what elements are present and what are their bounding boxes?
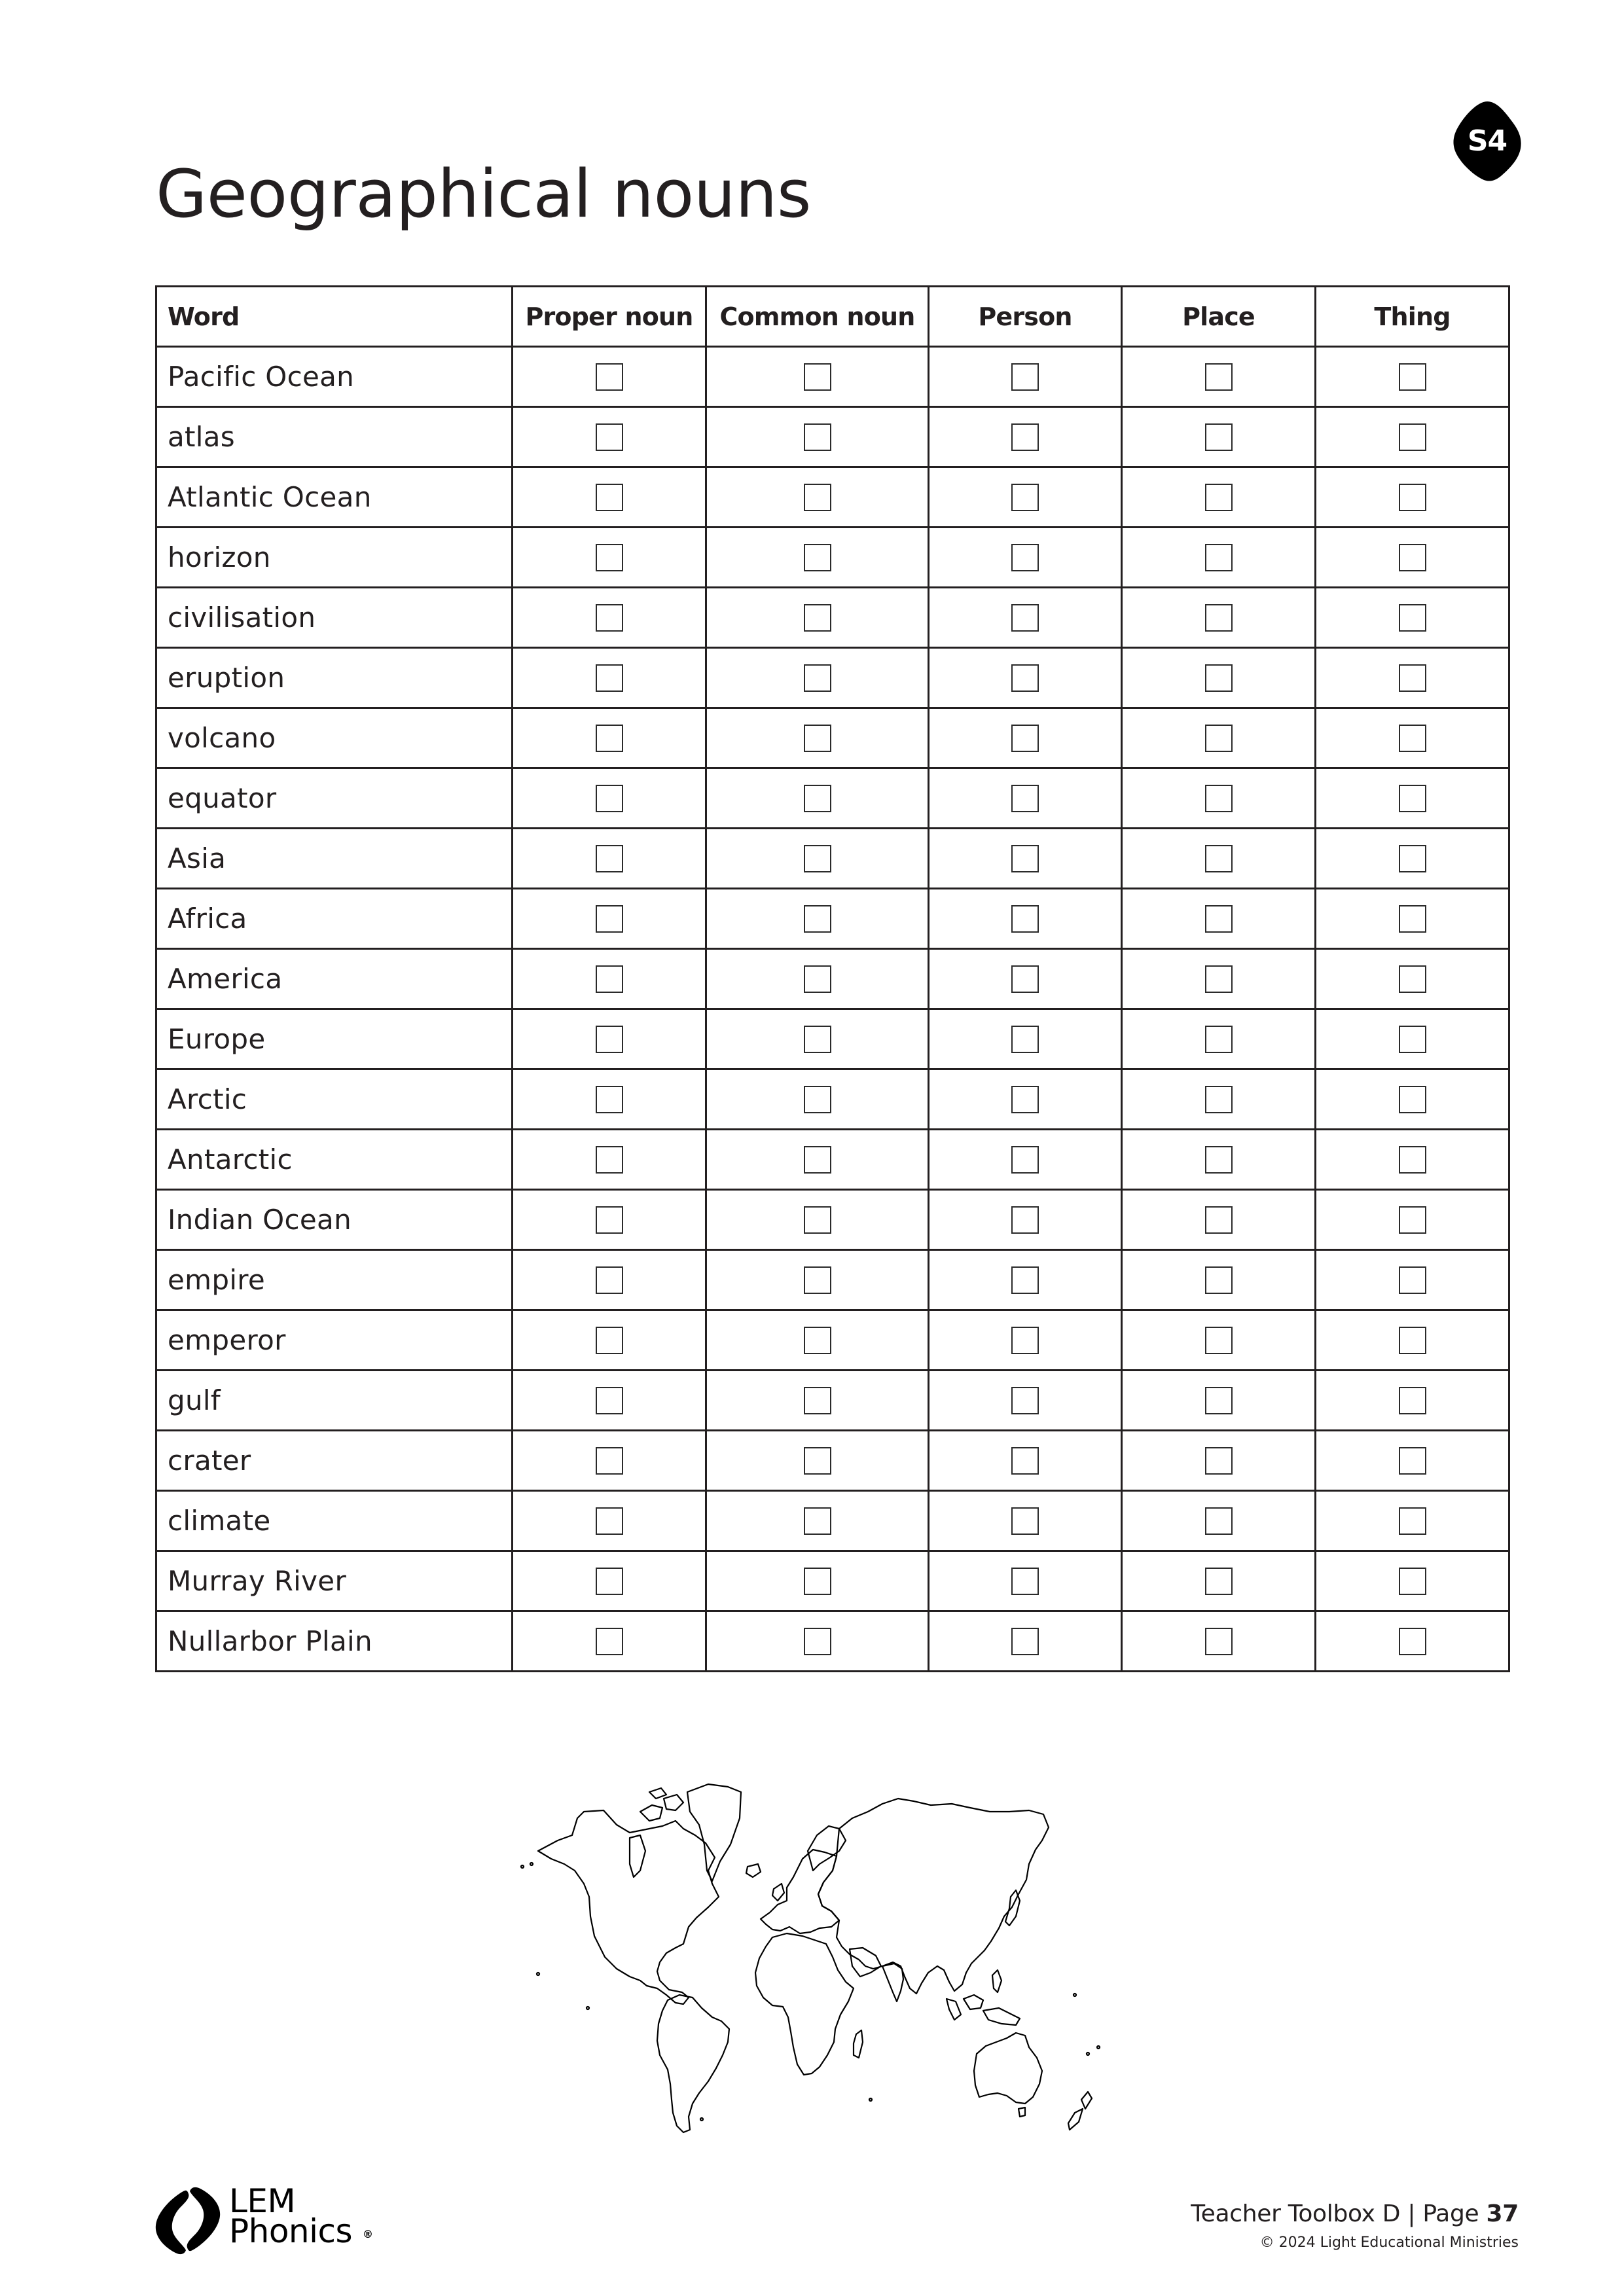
checkbox-place[interactable] — [1205, 484, 1233, 511]
cell-proper-noun — [513, 347, 706, 407]
cell-person — [929, 1611, 1122, 1672]
cell-common-noun — [706, 648, 929, 708]
checkbox-common-noun[interactable] — [804, 363, 831, 391]
footer-copyright: © 2024 Light Educational Ministries — [1259, 2234, 1519, 2251]
checkbox-thing[interactable] — [1399, 1086, 1426, 1113]
word-cell: Murray River — [156, 1551, 513, 1611]
cell-person — [929, 829, 1122, 889]
checkbox-place[interactable] — [1205, 905, 1233, 933]
cell-thing — [1316, 1611, 1509, 1672]
cell-common-noun — [706, 1491, 929, 1551]
checkbox-person[interactable] — [1011, 1146, 1039, 1174]
word-cell: Indian Ocean — [156, 1190, 513, 1250]
cell-place — [1122, 708, 1316, 768]
checkbox-person[interactable] — [1011, 1206, 1039, 1234]
cell-person — [929, 1130, 1122, 1190]
cell-proper-noun — [513, 889, 706, 949]
checkbox-person[interactable] — [1011, 484, 1039, 511]
checkbox-thing[interactable] — [1399, 363, 1426, 391]
cell-place — [1122, 1551, 1316, 1611]
checkbox-common-noun[interactable] — [804, 544, 831, 571]
checkbox-thing[interactable] — [1399, 1568, 1426, 1595]
table-row — [156, 829, 1509, 889]
table-row — [156, 1611, 1509, 1672]
checkbox-thing[interactable] — [1399, 1266, 1426, 1294]
cell-proper-noun — [513, 1310, 706, 1371]
cell-thing — [1316, 1491, 1509, 1551]
word-cell: climate — [156, 1491, 513, 1551]
table-row — [156, 768, 1509, 829]
checkbox-person[interactable] — [1011, 845, 1039, 872]
cell-person — [929, 407, 1122, 467]
cell-place — [1122, 347, 1316, 407]
checkbox-thing[interactable] — [1399, 1327, 1426, 1354]
cell-common-noun — [706, 1611, 929, 1672]
cell-common-noun — [706, 949, 929, 1009]
checkbox-place[interactable] — [1205, 1086, 1233, 1113]
cell-common-noun — [706, 708, 929, 768]
checkbox-proper-noun[interactable] — [596, 1206, 623, 1234]
cell-proper-noun — [513, 407, 706, 467]
cell-common-noun — [706, 1551, 929, 1611]
table-row — [156, 1491, 1509, 1551]
cell-proper-noun — [513, 648, 706, 708]
cell-place — [1122, 648, 1316, 708]
checkbox-common-noun[interactable] — [804, 785, 831, 812]
cell-thing — [1316, 648, 1509, 708]
logo-line-2: Phonics — [229, 2212, 353, 2250]
checkbox-thing[interactable] — [1399, 544, 1426, 571]
badge-label: S4 — [1467, 124, 1507, 158]
cell-place — [1122, 1611, 1316, 1672]
footer-page-info — [1191, 2200, 1519, 2227]
checkbox-proper-noun[interactable] — [596, 664, 623, 692]
cell-thing — [1316, 1310, 1509, 1371]
cell-place — [1122, 1069, 1316, 1130]
cell-place — [1122, 1130, 1316, 1190]
cell-person — [929, 1551, 1122, 1611]
checkbox-thing[interactable] — [1399, 423, 1426, 451]
checkbox-proper-noun[interactable] — [596, 1568, 623, 1595]
word-cell: empire — [156, 1250, 513, 1310]
table-row — [156, 889, 1509, 949]
cell-person — [929, 588, 1122, 648]
checkbox-common-noun[interactable] — [804, 1146, 831, 1174]
cell-common-noun — [706, 407, 929, 467]
word-cell: atlas — [156, 407, 513, 467]
cell-thing — [1316, 829, 1509, 889]
cell-proper-noun — [513, 528, 706, 588]
checkbox-proper-noun[interactable] — [596, 363, 623, 391]
checkbox-place[interactable] — [1205, 1447, 1233, 1475]
column-header-place: Place — [1122, 287, 1316, 347]
footer-book-title: Teacher Toolbox D — [1191, 2200, 1401, 2227]
table-row — [156, 1371, 1509, 1431]
word-cell: Europe — [156, 1009, 513, 1069]
checkbox-common-noun[interactable] — [804, 1387, 831, 1414]
checkbox-place[interactable] — [1205, 664, 1233, 692]
word-cell: Arctic — [156, 1069, 513, 1130]
word-cell: Antarctic — [156, 1130, 513, 1190]
checkbox-place[interactable] — [1205, 363, 1233, 391]
table-row — [156, 1551, 1509, 1611]
table-row — [156, 528, 1509, 588]
checkbox-place[interactable] — [1205, 1026, 1233, 1053]
checkbox-common-noun[interactable] — [804, 1266, 831, 1294]
checkbox-person[interactable] — [1011, 1086, 1039, 1113]
cell-person — [929, 768, 1122, 829]
registered-mark: ® — [363, 2228, 373, 2240]
cell-person — [929, 708, 1122, 768]
cell-proper-noun — [513, 1069, 706, 1130]
checkbox-proper-noun[interactable] — [596, 1628, 623, 1655]
checkbox-thing[interactable] — [1399, 965, 1426, 993]
cell-common-noun — [706, 768, 929, 829]
cell-thing — [1316, 768, 1509, 829]
cell-thing — [1316, 407, 1509, 467]
checkbox-thing[interactable] — [1399, 1628, 1426, 1655]
checkbox-place[interactable] — [1205, 965, 1233, 993]
checkbox-person[interactable] — [1011, 604, 1039, 632]
table-row — [156, 949, 1509, 1009]
word-cell: gulf — [156, 1371, 513, 1431]
checkbox-thing[interactable] — [1399, 1507, 1426, 1535]
cell-common-noun — [706, 1190, 929, 1250]
world-map-icon — [512, 1772, 1127, 2136]
cell-proper-noun — [513, 829, 706, 889]
nouns-table — [155, 285, 1510, 1672]
cell-person — [929, 1431, 1122, 1491]
cell-thing — [1316, 1130, 1509, 1190]
cell-thing — [1316, 889, 1509, 949]
checkbox-common-noun[interactable] — [804, 1086, 831, 1113]
world-map-illustration — [512, 1772, 1127, 2136]
checkbox-thing[interactable] — [1399, 725, 1426, 752]
cell-thing — [1316, 1250, 1509, 1310]
cell-place — [1122, 768, 1316, 829]
footer-separator: | — [1407, 2200, 1416, 2227]
checkbox-proper-noun[interactable] — [596, 725, 623, 752]
word-cell: Atlantic Ocean — [156, 467, 513, 528]
checkbox-proper-noun[interactable] — [596, 423, 623, 451]
checkbox-common-noun[interactable] — [804, 1206, 831, 1234]
checkbox-common-noun[interactable] — [804, 604, 831, 632]
checkbox-proper-noun[interactable] — [596, 905, 623, 933]
table-row — [156, 1190, 1509, 1250]
cell-common-noun — [706, 347, 929, 407]
cell-person — [929, 1310, 1122, 1371]
cell-thing — [1316, 949, 1509, 1009]
word-cell: crater — [156, 1431, 513, 1491]
cell-person — [929, 889, 1122, 949]
cell-proper-noun — [513, 588, 706, 648]
word-cell: America — [156, 949, 513, 1009]
cell-thing — [1316, 528, 1509, 588]
table-row — [156, 588, 1509, 648]
checkbox-person[interactable] — [1011, 1026, 1039, 1053]
checkbox-place[interactable] — [1205, 1628, 1233, 1655]
table-row — [156, 1431, 1509, 1491]
checkbox-person[interactable] — [1011, 1447, 1039, 1475]
checkbox-proper-noun[interactable] — [596, 965, 623, 993]
checkbox-proper-noun[interactable] — [596, 1507, 623, 1535]
checkbox-person[interactable] — [1011, 1327, 1039, 1354]
cell-place — [1122, 829, 1316, 889]
cell-proper-noun — [513, 768, 706, 829]
lem-phonics-logo — [152, 2182, 388, 2257]
cell-thing — [1316, 467, 1509, 528]
word-cell: equator — [156, 768, 513, 829]
checkbox-person[interactable] — [1011, 1568, 1039, 1595]
cell-thing — [1316, 1069, 1509, 1130]
column-header-word: Word — [156, 287, 513, 347]
table-row — [156, 347, 1509, 407]
checkbox-person[interactable] — [1011, 544, 1039, 571]
checkbox-person[interactable] — [1011, 785, 1039, 812]
cell-thing — [1316, 1551, 1509, 1611]
checkbox-common-noun[interactable] — [804, 1628, 831, 1655]
checkbox-common-noun[interactable] — [804, 725, 831, 752]
cell-place — [1122, 889, 1316, 949]
checkbox-place[interactable] — [1205, 1387, 1233, 1414]
checkbox-proper-noun[interactable] — [596, 1387, 623, 1414]
checkbox-common-noun[interactable] — [804, 965, 831, 993]
cell-proper-noun — [513, 708, 706, 768]
cell-place — [1122, 949, 1316, 1009]
cell-person — [929, 648, 1122, 708]
checkbox-proper-noun[interactable] — [596, 1086, 623, 1113]
table-row — [156, 1009, 1509, 1069]
checkbox-person[interactable] — [1011, 423, 1039, 451]
cell-place — [1122, 467, 1316, 528]
cell-common-noun — [706, 528, 929, 588]
cell-thing — [1316, 708, 1509, 768]
table-row — [156, 1069, 1509, 1130]
word-cell: Pacific Ocean — [156, 347, 513, 407]
table-row — [156, 708, 1509, 768]
cell-place — [1122, 588, 1316, 648]
cell-common-noun — [706, 1431, 929, 1491]
cell-place — [1122, 1009, 1316, 1069]
cell-person — [929, 1190, 1122, 1250]
table-row — [156, 648, 1509, 708]
checkbox-person[interactable] — [1011, 905, 1039, 933]
cell-person — [929, 1009, 1122, 1069]
checkbox-proper-noun[interactable] — [596, 1327, 623, 1354]
checkbox-person[interactable] — [1011, 1507, 1039, 1535]
cell-common-noun — [706, 1069, 929, 1130]
cell-proper-noun — [513, 1190, 706, 1250]
checkbox-place[interactable] — [1205, 1206, 1233, 1234]
checkbox-common-noun[interactable] — [804, 1327, 831, 1354]
cell-person — [929, 347, 1122, 407]
checkbox-person[interactable] — [1011, 965, 1039, 993]
checkbox-person[interactable] — [1011, 725, 1039, 752]
cell-person — [929, 1069, 1122, 1130]
checkbox-thing[interactable] — [1399, 1206, 1426, 1234]
checkbox-thing[interactable] — [1399, 785, 1426, 812]
checkbox-thing[interactable] — [1399, 664, 1426, 692]
checkbox-proper-noun[interactable] — [596, 1146, 623, 1174]
word-cell: volcano — [156, 708, 513, 768]
cell-proper-noun — [513, 467, 706, 528]
cell-thing — [1316, 588, 1509, 648]
cell-thing — [1316, 1431, 1509, 1491]
cell-proper-noun — [513, 1130, 706, 1190]
checkbox-place[interactable] — [1205, 1568, 1233, 1595]
checkbox-person[interactable] — [1011, 664, 1039, 692]
checkbox-person[interactable] — [1011, 363, 1039, 391]
table-row — [156, 1310, 1509, 1371]
checkbox-person[interactable] — [1011, 1387, 1039, 1414]
checkbox-place[interactable] — [1205, 1146, 1233, 1174]
checkbox-common-noun[interactable] — [804, 845, 831, 872]
logo-line-1: LEM — [229, 2182, 296, 2220]
cell-thing — [1316, 1009, 1509, 1069]
word-cell: civilisation — [156, 588, 513, 648]
cell-place — [1122, 1190, 1316, 1250]
checkbox-person[interactable] — [1011, 1266, 1039, 1294]
table-row — [156, 467, 1509, 528]
cell-person — [929, 1250, 1122, 1310]
cell-common-noun — [706, 1371, 929, 1431]
word-cell: Africa — [156, 889, 513, 949]
column-header-proper-noun: Proper noun — [513, 287, 706, 347]
checkbox-common-noun[interactable] — [804, 1447, 831, 1475]
word-cell: eruption — [156, 648, 513, 708]
cell-common-noun — [706, 1310, 929, 1371]
cell-place — [1122, 1491, 1316, 1551]
page-title: Geographical nouns — [156, 154, 811, 232]
checkbox-common-noun[interactable] — [804, 664, 831, 692]
cell-proper-noun — [513, 1250, 706, 1310]
checkbox-thing[interactable] — [1399, 1447, 1426, 1475]
cell-thing — [1316, 347, 1509, 407]
column-header-common-noun: Common noun — [706, 287, 929, 347]
checkbox-place[interactable] — [1205, 1266, 1233, 1294]
checkbox-proper-noun[interactable] — [596, 845, 623, 872]
checkbox-place[interactable] — [1205, 1327, 1233, 1354]
cell-person — [929, 1371, 1122, 1431]
cell-person — [929, 467, 1122, 528]
footer-page-label: Page — [1422, 2200, 1479, 2227]
logo-text — [229, 2182, 353, 2250]
logo-mark-icon — [152, 2185, 224, 2257]
checkbox-proper-noun[interactable] — [596, 1266, 623, 1294]
cell-person — [929, 949, 1122, 1009]
cell-place — [1122, 1310, 1316, 1371]
cell-person — [929, 1491, 1122, 1551]
checkbox-place[interactable] — [1205, 1507, 1233, 1535]
checkbox-thing[interactable] — [1399, 1146, 1426, 1174]
checkbox-thing[interactable] — [1399, 1387, 1426, 1414]
cell-common-noun — [706, 1009, 929, 1069]
word-cell: Asia — [156, 829, 513, 889]
table-header-row — [156, 287, 1509, 347]
cell-proper-noun — [513, 1551, 706, 1611]
cell-common-noun — [706, 467, 929, 528]
checkbox-thing[interactable] — [1399, 484, 1426, 511]
checkbox-proper-noun[interactable] — [596, 785, 623, 812]
table-row — [156, 1250, 1509, 1310]
section-badge — [1453, 100, 1522, 182]
checkbox-place[interactable] — [1205, 544, 1233, 571]
word-cell: horizon — [156, 528, 513, 588]
checkbox-common-noun[interactable] — [804, 423, 831, 451]
checkbox-thing[interactable] — [1399, 905, 1426, 933]
table-row — [156, 407, 1509, 467]
table-row — [156, 1130, 1509, 1190]
checkbox-common-noun[interactable] — [804, 1568, 831, 1595]
checkbox-person[interactable] — [1011, 1628, 1039, 1655]
cell-place — [1122, 528, 1316, 588]
checkbox-proper-noun[interactable] — [596, 484, 623, 511]
checkbox-common-noun[interactable] — [804, 1026, 831, 1053]
word-cell: Nullarbor Plain — [156, 1611, 513, 1672]
cell-thing — [1316, 1371, 1509, 1431]
word-cell: emperor — [156, 1310, 513, 1371]
checkbox-thing[interactable] — [1399, 1026, 1426, 1053]
checkbox-common-noun[interactable] — [804, 484, 831, 511]
cell-proper-noun — [513, 1371, 706, 1431]
checkbox-common-noun[interactable] — [804, 1507, 831, 1535]
checkbox-proper-noun[interactable] — [596, 544, 623, 571]
cell-proper-noun — [513, 1431, 706, 1491]
cell-common-noun — [706, 829, 929, 889]
checkbox-place[interactable] — [1205, 725, 1233, 752]
checkbox-proper-noun[interactable] — [596, 1447, 623, 1475]
cell-place — [1122, 1250, 1316, 1310]
checkbox-place[interactable] — [1205, 785, 1233, 812]
checkbox-place[interactable] — [1205, 845, 1233, 872]
checkbox-thing[interactable] — [1399, 845, 1426, 872]
cell-thing — [1316, 1190, 1509, 1250]
cell-place — [1122, 407, 1316, 467]
column-header-thing: Thing — [1316, 287, 1509, 347]
checkbox-thing[interactable] — [1399, 604, 1426, 632]
cell-place — [1122, 1431, 1316, 1491]
cell-proper-noun — [513, 1491, 706, 1551]
cell-person — [929, 528, 1122, 588]
cell-common-noun — [706, 1130, 929, 1190]
cell-common-noun — [706, 1250, 929, 1310]
checkbox-common-noun[interactable] — [804, 905, 831, 933]
checkbox-proper-noun[interactable] — [596, 604, 623, 632]
cell-common-noun — [706, 588, 929, 648]
footer-page-number: 37 — [1486, 2200, 1519, 2227]
cell-proper-noun — [513, 1009, 706, 1069]
cell-proper-noun — [513, 949, 706, 1009]
cell-proper-noun — [513, 1611, 706, 1672]
checkbox-place[interactable] — [1205, 423, 1233, 451]
column-header-person: Person — [929, 287, 1122, 347]
checkbox-place[interactable] — [1205, 604, 1233, 632]
checkbox-proper-noun[interactable] — [596, 1026, 623, 1053]
cell-place — [1122, 1371, 1316, 1431]
cell-common-noun — [706, 889, 929, 949]
